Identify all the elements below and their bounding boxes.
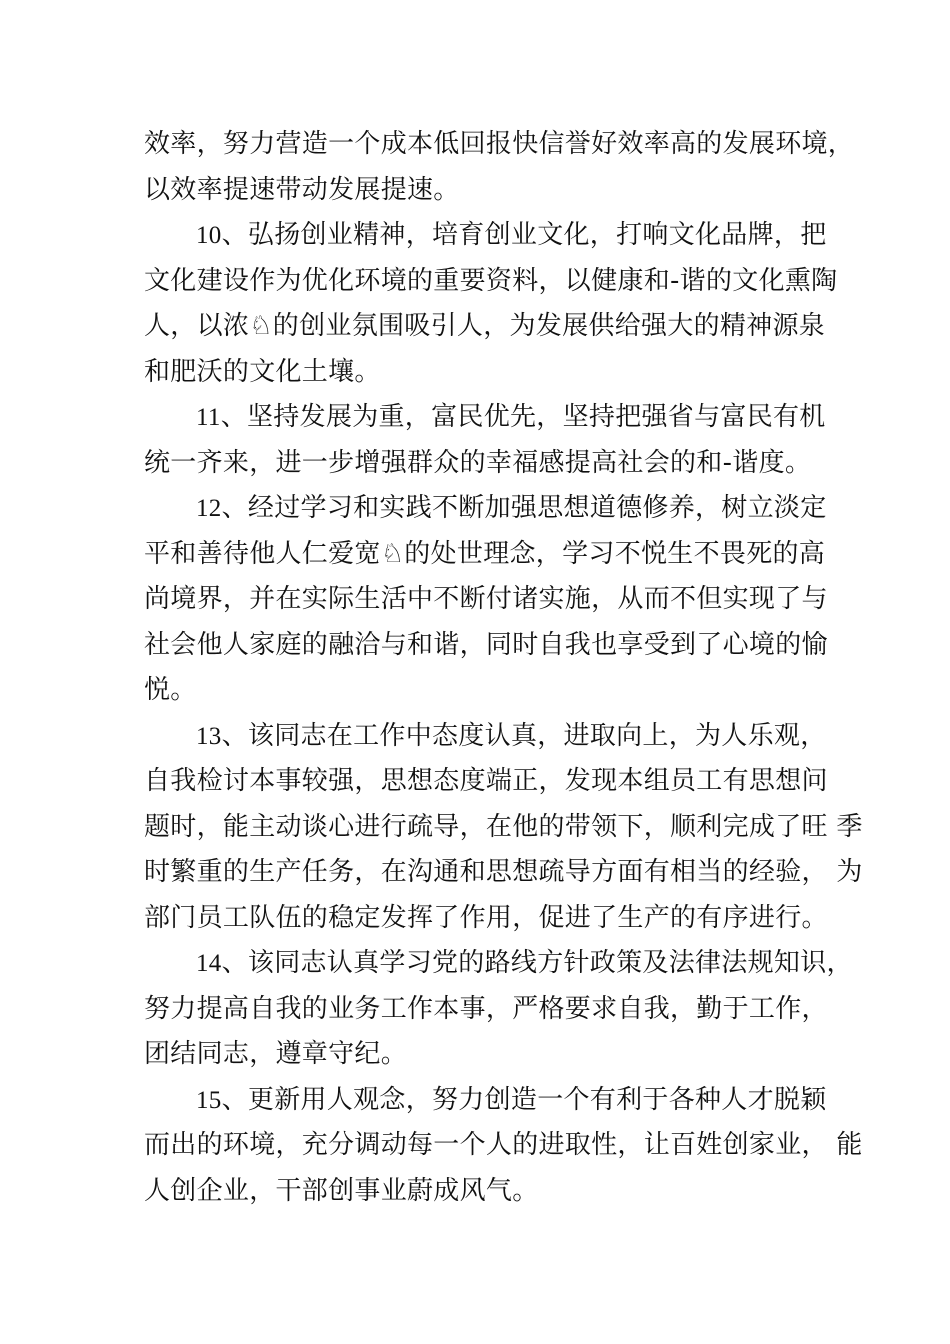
paragraph-item-10 (144, 213, 838, 395)
paragraph-item-13 (144, 714, 863, 942)
item-number: 10 (196, 222, 222, 249)
paragraph-line: 而出的环境，充分调动每一个人的进取性，让百姓创家业， 能 (144, 1130, 863, 1160)
paragraph-line: 题时，能主动谈心进行疏导，在他的带领下，顺利完成了旺 季 (144, 811, 863, 842)
paragraph-line: 以效率提速带动发展提速。 (144, 174, 460, 205)
item-number: 13 (196, 722, 222, 750)
item-number: 14 (196, 950, 222, 977)
paragraph-continuation (144, 122, 855, 213)
paragraph-line: 和肥沃的文化土壤。 (144, 356, 381, 387)
paragraph-line: 部门员工队伍的稳定发挥了作用，促进了生产的有序进行。 (144, 902, 828, 933)
paragraph-first-line (144, 486, 834, 532)
paragraph-first-line (144, 1078, 834, 1124)
paragraph-line-text: 、该同志在工作中态度认真，进取向上，为人乐观， (221, 720, 827, 751)
paragraph-item-11 (144, 395, 834, 486)
item-number: 15 (196, 1086, 222, 1114)
paragraph-line: 团结同志，遵章守纪。 (144, 1039, 408, 1069)
paragraph-first-line (144, 941, 853, 987)
paragraph-line: 时繁重的生产任务，在沟通和思想疏导方面有相当的经验， 为 (144, 857, 863, 887)
paragraph-line: 尚境界，并在实际生活中不断付诸实施，从而不但实现了与 (144, 584, 828, 614)
paragraph-item-12 (144, 486, 834, 714)
paragraph-line-text: 、弘扬创业精神，培育创业文化，打响文化品牌，把 (221, 220, 827, 250)
paragraph-line: 社会他人家庭的融洽与和谐，同时自我也享受到了心境的愉 (144, 629, 828, 660)
paragraph-line: 悦。 (144, 675, 197, 705)
paragraph-first-line (144, 395, 834, 441)
paragraph-first-line (144, 714, 834, 760)
paragraph-line: 效率，努力营造一个成本低回报快信誉好效率高的发展环境， (144, 129, 855, 159)
paragraph-line: 人，以浓♘的创业氛围吸引人，为发展供给强大的精神源泉 (144, 311, 826, 341)
paragraph-line-text: 、该同志认真学习党的路线方针政策及法律法规知识， (221, 948, 853, 978)
paragraph-line-text: 、坚持发展为重，富民优先，坚持把强省与富民有机 (220, 402, 826, 432)
paragraph-line-text: 、经过学习和实践不断加强思想道德修养，树立淡定 (221, 493, 827, 523)
paragraph-line: 努力提高自我的业务工作本事，严格要求自我，勤于工作， (144, 993, 828, 1024)
paragraph-line-text: 、更新用人观念，努力创造一个有利于各种人才脱颖 (221, 1084, 827, 1115)
paragraph-first-line (144, 213, 834, 259)
paragraph-item-15 (144, 1078, 863, 1215)
paragraph-line: 自我检讨本事较强，思想态度端正，发现本组员工有思想问 (144, 766, 828, 796)
item-number: 11 (196, 404, 221, 431)
document-body (144, 122, 863, 1214)
paragraph-line: 文化建设作为优化环境的重要资料，以健康和-谐的文化熏陶 (144, 265, 838, 296)
paragraph-line: 平和善待他人仁爱宽♘的处世理念，学习不悦生不畏死的高 (144, 538, 826, 569)
paragraph-item-14 (144, 941, 853, 1078)
item-number: 12 (196, 495, 222, 522)
paragraph-line: 人创企业，干部创事业蔚成风气。 (144, 1175, 539, 1206)
paragraph-line: 统一齐来，进一步增强群众的幸福感提高社会的和-谐度。 (144, 447, 812, 478)
